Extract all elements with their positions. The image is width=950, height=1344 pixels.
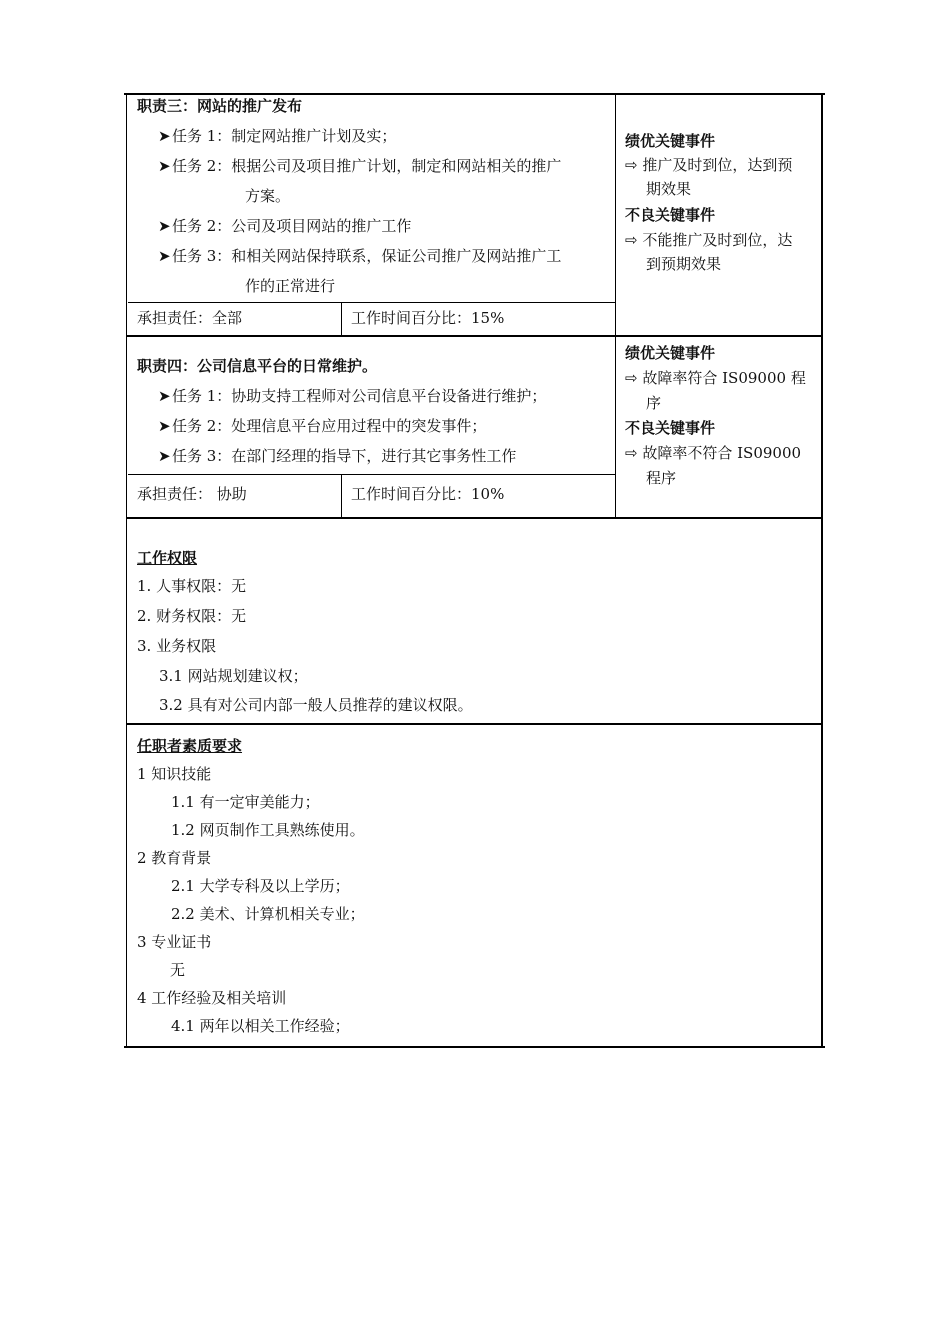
duty3-time-percentage: 工作时间百分比：15% [351, 309, 505, 327]
duty3-task-continuation: 作的正常进行 [245, 277, 336, 295]
duty3-footer-split [341, 302, 342, 335]
authority-title: 工作权限 [137, 549, 198, 567]
authority-item: 3. 业务权限 [137, 637, 217, 655]
qualification-subitem: 4.1 两年以相关工作经验； [171, 1017, 350, 1035]
duty4-footer-divider [128, 474, 615, 475]
duty3-task-continuation: 方案。 [245, 187, 291, 205]
qualification-title: 任职者素质要求 [137, 737, 243, 755]
table-right-border [821, 93, 823, 1048]
qualification-subitem: 2.1 大学专科及以上学历； [171, 877, 350, 895]
duty3-task: ➤任务 1：制定网站推广计划及实； [158, 127, 397, 145]
table-top-border [124, 93, 825, 95]
duty3-footer-divider [128, 302, 615, 303]
hollow-arrow-right-icon: ⇨ [625, 369, 638, 387]
duty3-task: ➤任务 2：根据公司及项目推广计划，制定和网站相关的推广 [158, 157, 562, 175]
authority-subitem: 3.2 具有对公司内部一般人员推荐的建议权限。 [159, 696, 473, 714]
duty3-task: ➤任务 2：公司及项目网站的推广工作 [158, 217, 412, 235]
qualification-item: 2 教育背景 [137, 849, 212, 867]
events-column-divider [615, 93, 616, 518]
duty4-task: ➤任务 1：协助支持工程师对公司信息平台设备进行维护； [158, 387, 547, 405]
duty4-footer-split [341, 474, 342, 518]
duty4-bad-event: ⇨ 故障率不符合 IS09000 [625, 444, 802, 462]
duty3-task: ➤任务 3：和相关网站保持联系，保证公司推广及网站推广工 [158, 247, 562, 265]
duty4-bottom-border [126, 517, 823, 519]
duty3-bad-event: ⇨ 不能推广及时到位，达 [625, 231, 793, 249]
triangle-right-icon: ➤ [158, 247, 171, 265]
duty3-good-event: ⇨ 推广及时到位，达到预 [625, 156, 793, 174]
triangle-right-icon: ➤ [158, 387, 171, 405]
duty4-good-events-title: 绩优关键事件 [625, 344, 716, 362]
duty3-bad-events-title: 不良关键事件 [625, 206, 716, 224]
duty4-good-event: ⇨ 故障率符合 IS09000 程 [625, 369, 806, 387]
authority-bottom-border [126, 723, 823, 725]
hollow-arrow-right-icon: ⇨ [625, 444, 638, 462]
duty4-good-event-continuation: 序 [646, 394, 662, 412]
triangle-right-icon: ➤ [158, 447, 171, 465]
triangle-right-icon: ➤ [158, 157, 171, 175]
table-bottom-border [124, 1046, 825, 1048]
duty4-bad-event-continuation: 程序 [646, 469, 677, 487]
duty4-task: ➤任务 2：处理信息平台应用过程中的突发事件； [158, 417, 487, 435]
authority-subitem: 3.1 网站规划建议权； [159, 667, 308, 685]
qualification-item: 4 工作经验及相关培训 [137, 989, 287, 1007]
qualification-subitem: 1.1 有一定审美能力； [171, 793, 320, 811]
hollow-arrow-right-icon: ⇨ [625, 156, 638, 174]
qualification-item: 3 专业证书 [137, 933, 212, 951]
duty3-title: 职责三：网站的推广发布 [137, 97, 303, 115]
duty4-time-percentage: 工作时间百分比：10% [351, 485, 505, 503]
duty3-good-events-title: 绩优关键事件 [625, 132, 716, 150]
authority-item: 1. 人事权限：无 [137, 577, 247, 595]
triangle-right-icon: ➤ [158, 417, 171, 435]
qualification-subitem: 2.2 美术、计算机相关专业； [171, 905, 365, 923]
authority-item: 2. 财务权限：无 [137, 607, 247, 625]
triangle-right-icon: ➤ [158, 127, 171, 145]
duty4-bad-events-title: 不良关键事件 [625, 419, 716, 437]
duty4-task: ➤任务 3：在部门经理的指导下，进行其它事务性工作 [158, 447, 517, 465]
duty3-bottom-border [126, 335, 823, 337]
table-left-border [126, 93, 127, 1048]
triangle-right-icon: ➤ [158, 217, 171, 235]
duty4-title: 职责四：公司信息平台的日常维护。 [137, 357, 378, 375]
qualification-subitem: 1.2 网页制作工具熟练使用。 [171, 821, 365, 839]
duty3-good-event-continuation: 期效果 [646, 180, 692, 198]
duty3-responsibility: 承担责任：全部 [137, 309, 243, 327]
duty3-bad-event-continuation: 到预期效果 [646, 255, 722, 273]
qualification-subitem: 无 [170, 961, 186, 979]
hollow-arrow-right-icon: ⇨ [625, 231, 638, 249]
duty4-responsibility: 承担责任： 协助 [137, 485, 247, 503]
qualification-item: 1 知识技能 [137, 765, 212, 783]
